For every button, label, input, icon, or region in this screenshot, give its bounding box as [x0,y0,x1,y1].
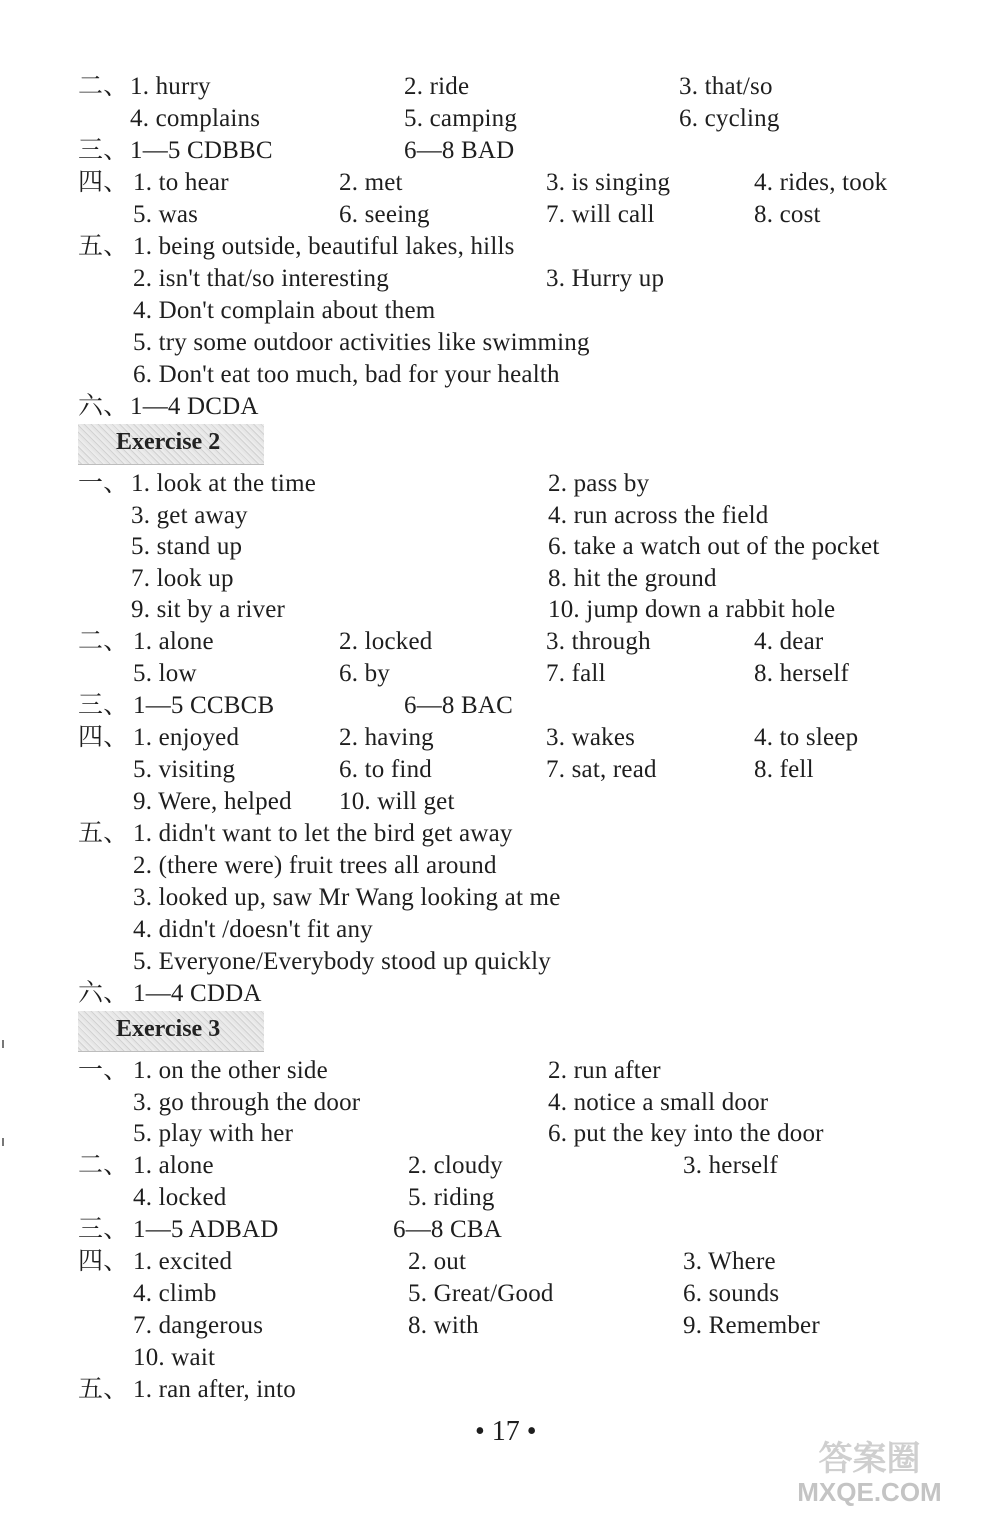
answer-item: 5. riding [408,1184,495,1211]
answer-item: 9. Were, helped [133,788,292,815]
answer-item: 5. was [133,201,199,228]
answer-item: 4. didn't /doesn't fit any [133,916,373,943]
section-marker: 五、 [78,820,129,847]
section-marker: 三、 [78,692,129,719]
answer-item: 6—8 BAD [404,137,515,164]
answer-item: 1—5 CDBBC [130,137,273,164]
answer-item: 1—4 DCDA [130,393,259,420]
answer-item: 6. put the key into the door [548,1120,824,1147]
answer-item: 1—4 CDDA [133,980,262,1007]
answer-item: 4. Don't complain about them [133,297,436,324]
exercise-title: Exercise 2 [116,429,221,455]
answer-item: 2. pass by [548,470,650,497]
answer-item: 1. look at the time [131,470,317,497]
answer-item: 1. to hear [133,169,229,196]
answer-item: 7. dangerous [133,1312,264,1339]
scan-edge-mark [2,1138,4,1146]
answer-item: 10. will get [339,788,455,815]
answer-item: 3. wakes [546,724,636,751]
answer-item: 3. go through the door [133,1089,361,1116]
answer-item: 8. fell [754,756,814,783]
answer-item: 3. get away [131,502,248,529]
answer-item: 8. hit the ground [548,565,717,592]
answer-item: 7. sat, read [546,756,657,783]
answer-item: 3. Where [683,1248,776,1275]
answer-item: 3. herself [683,1152,779,1179]
exercise-header [78,424,264,465]
answer-item: 1. being outside, beautiful lakes, hills [133,233,515,260]
answer-item: 1. on the other side [133,1057,328,1084]
answer-item: 1. didn't want to let the bird get away [133,820,513,847]
section-marker: 二、 [78,73,129,100]
section-marker: 五、 [78,1376,129,1403]
answer-item: 1. excited [133,1248,233,1275]
section-marker: 三、 [78,137,129,164]
answer-item: 6. take a watch out of the pocket [548,533,880,560]
page-number: • 17 • [475,1416,537,1447]
section-marker: 一、 [78,470,129,497]
section-marker: 四、 [78,1248,129,1275]
answer-item: 5. Great/Good [408,1280,554,1307]
answer-item: 2. out [408,1248,467,1275]
answer-item: 2. ride [404,73,470,100]
exercise-header [78,1011,264,1052]
answer-item: 4. to sleep [754,724,859,751]
section-marker: 二、 [78,1152,129,1179]
answer-item: 6—8 CBA [393,1216,503,1243]
answer-item: 6. by [339,660,390,687]
answer-item: 4. rides, took [754,169,888,196]
section-marker: 四、 [78,169,129,196]
exercise-title: Exercise 3 [116,1016,221,1042]
answer-item: 5. Everyone/Everybody stood up quickly [133,948,551,975]
answer-item: 5. visiting [133,756,236,783]
answer-item: 4. notice a small door [548,1089,769,1116]
answer-item: 10. jump down a rabbit hole [548,596,836,623]
answer-item: 9. sit by a river [131,596,286,623]
answer-item: 1. ran after, into [133,1376,296,1403]
answer-item: 8. herself [754,660,850,687]
answer-item: 5. low [133,660,197,687]
answer-item: 9. Remember [683,1312,820,1339]
answer-item: 2. cloudy [408,1152,503,1179]
watermark-logo [752,1440,987,1508]
answer-item: 3. through [546,628,651,655]
answer-item: 4. locked [133,1184,227,1211]
answer-item: 10. wait [133,1344,216,1371]
answer-item: 3. Hurry up [546,265,665,292]
answer-item: 4. complains [130,105,261,132]
answer-item: 1. alone [133,1152,214,1179]
section-marker: 五、 [78,233,129,260]
answer-item: 7. fall [546,660,606,687]
answer-item: 6. to find [339,756,432,783]
answer-item: 2. locked [339,628,433,655]
answer-item: 6. cycling [679,105,780,132]
answer-item: 2. isn't that/so interesting [133,265,389,292]
answer-item: 2. run after [548,1057,661,1084]
section-marker: 一、 [78,1057,129,1084]
answer-item: 5. play with her [133,1120,294,1147]
answer-item: 6. Don't eat too much, bad for your health [133,361,560,388]
answer-item: 1. enjoyed [133,724,240,751]
section-marker: 四、 [78,724,129,751]
answer-item: 1. alone [133,628,214,655]
section-marker: 六、 [78,980,129,1007]
watermark-url: MXQE.COM [797,1477,942,1507]
answer-item: 4. climb [133,1280,217,1307]
answer-item: 3. looked up, saw Mr Wang looking at me [133,884,561,911]
answer-item: 3. that/so [679,73,773,100]
answer-item: 2. having [339,724,434,751]
section-marker: 三、 [78,1216,129,1243]
answer-item: 1—5 CCBCB [133,692,275,719]
answer-item: 5. try some outdoor activities like swimming [133,329,590,356]
answer-item: 4. run across the field [548,502,769,529]
answer-item: 4. dear [754,628,824,655]
answer-item: 1. hurry [130,73,211,100]
answer-item: 6—8 BAC [404,692,514,719]
answer-item: 3. is singing [546,169,671,196]
answer-item: 8. cost [754,201,821,228]
answer-item: 2. (there were) fruit trees all around [133,852,497,879]
watermark-brand: 答案圈 [818,1440,921,1478]
section-marker: 二、 [78,628,129,655]
answer-item: 7. look up [131,565,234,592]
section-marker: 六、 [78,393,129,420]
answer-item: 1—5 ADBAD [133,1216,279,1243]
answer-item: 2. met [339,169,403,196]
answer-item: 7. will call [546,201,655,228]
answer-item: 6. seeing [339,201,430,228]
answer-item: 5. stand up [131,533,243,560]
scan-edge-mark [2,1040,4,1048]
answer-item: 5. camping [404,105,518,132]
answer-item: 8. with [408,1312,479,1339]
answer-item: 6. sounds [683,1280,780,1307]
